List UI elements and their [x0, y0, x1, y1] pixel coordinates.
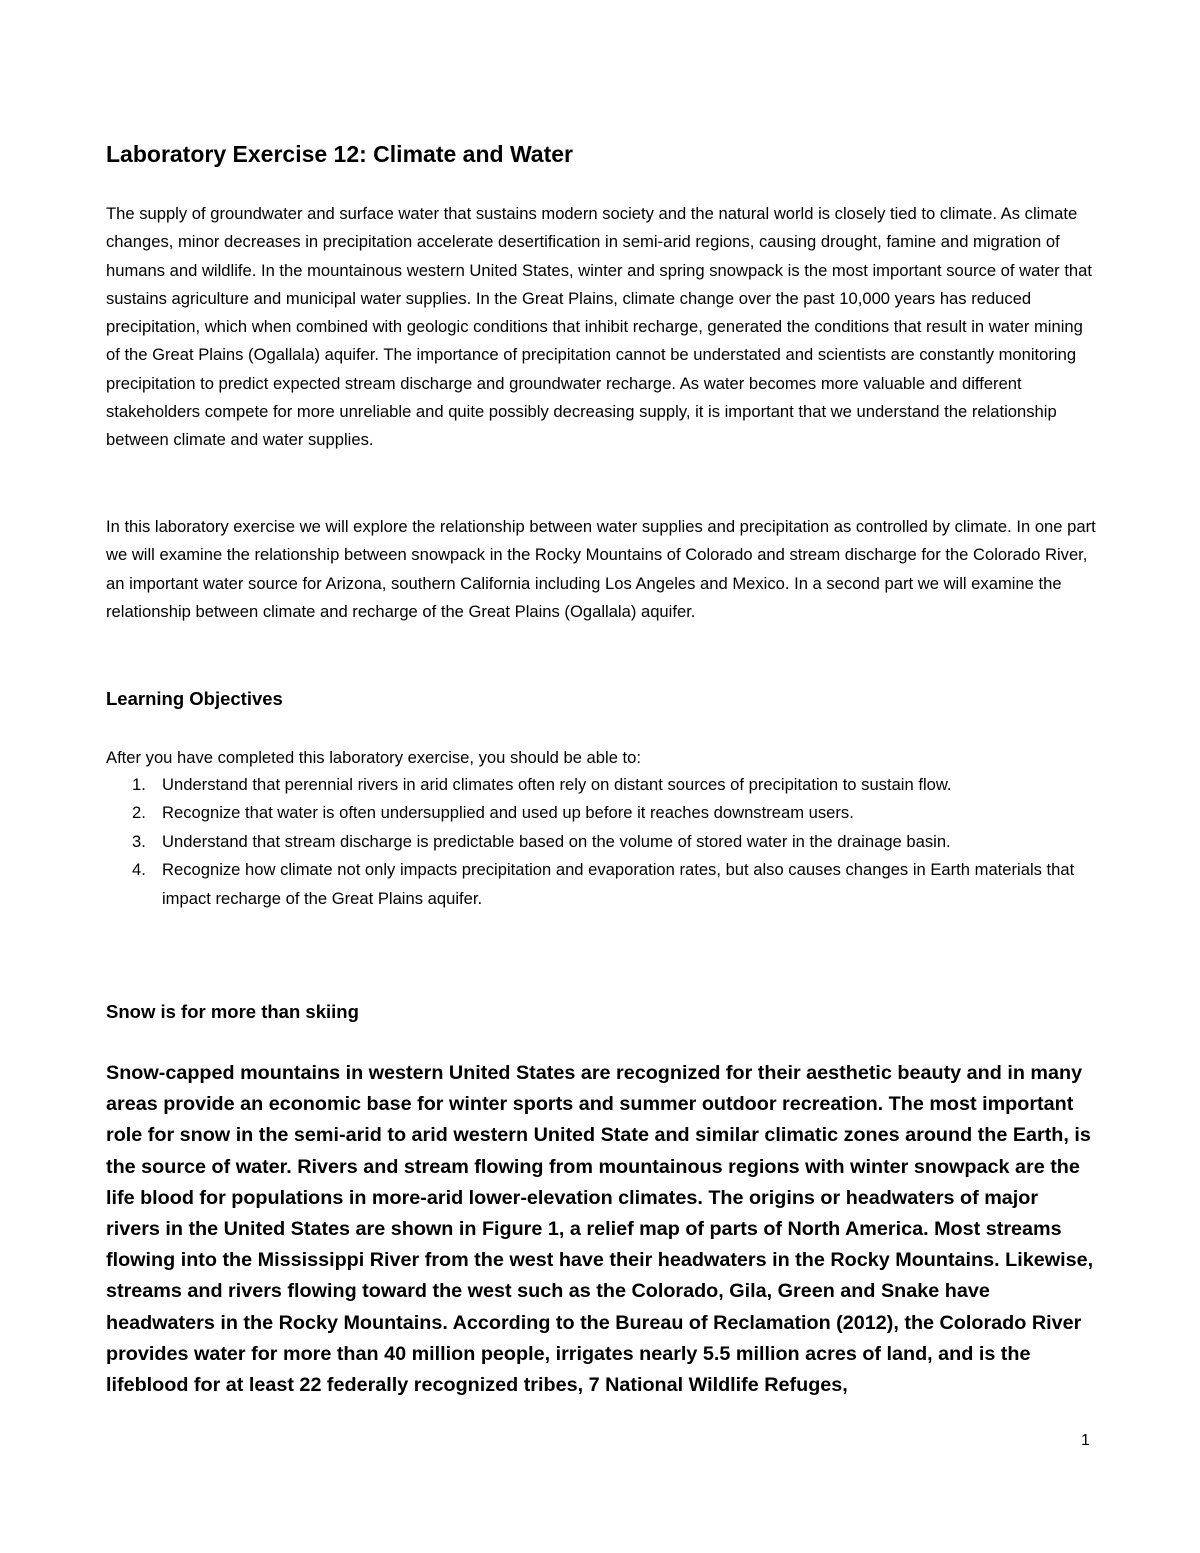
list-item-number: 4.	[132, 860, 146, 880]
learning-objectives-intro: After you have completed this laboratory exercise, you should be able to:	[106, 748, 641, 767]
list-item-text: Understand that stream discharge is predictable based on the volume of stored water in the drainage basin.	[162, 831, 951, 851]
snow-section-paragraph: Snow-capped mountains in western United States are recognized for their aesthetic beauty and in many areas provide an economic base for winter sports and summer outdoor recreation. The most important role for snow in the semi-arid to arid western United State and similar climatic zones around the Earth, is the source of water. Rivers and stream flowing from mountainous regions with winter snowpack are the life blood for populations in more-arid lower-elevation climates. The origins or headwaters of major rivers in the United States are shown in Figure 1, a relief map of parts of North America. Most streams flowing into the Mississippi River from the west have their headwaters in the Rocky Mountains. Likewise, streams and rivers flowing toward the west such as the Colorado, Gila, Green and Snake have headwaters in the Rocky Mountains. According to the Bureau of Reclamation (2012), the Colorado River provides water for more than 40 million people, irrigates nearly 5.5 million acres of land, and is the lifeblood for at least 22 federally recognized tribes, 7 National Wildlife Refuges,	[106, 1062, 1094, 1397]
list-item-number: 1.	[132, 775, 146, 794]
list-item	[106, 799, 1096, 827]
page-number: 1	[1081, 1432, 1090, 1449]
list-item	[106, 771, 1096, 799]
list-item-text: Recognize that water is often undersupplied and used up before it reaches downstream users.	[162, 803, 854, 823]
learning-objectives-heading: Learning Objectives	[106, 688, 283, 709]
list-item	[106, 828, 1096, 856]
list-item-number: 2.	[132, 803, 146, 823]
exercise-overview-paragraph: In this laboratory exercise we will explore the relationship between water supplies and precipitation as controlled by climate. In one part we will examine the relationship between snowpack in the Rocky Mountains of Colorado and stream discharge for the Colorado River, an important water source for Arizona, southern California including Los Angeles and Mexico. In a second part we will examine the relationship between climate and recharge of the Great Plains (Ogallala) aquifer.	[106, 517, 1096, 621]
snow-section-heading: Snow is for more than skiing	[106, 1001, 359, 1022]
list-item-text: Understand that perennial rivers in arid climates often rely on distant sources of precipitation to sustain flow.	[162, 775, 952, 794]
intro-paragraph: The supply of groundwater and surface water that sustains modern society and the natural world is closely tied to climate. As climate changes, minor decreases in precipitation accelerate desertification in semi-arid regions, causing drought, famine and migration of humans and wildlife. In the mountainous western United States, winter and spring snowpack is the most important source of water that sustains agriculture and municipal water supplies. In the Great Plains, climate change over the past 10,000 years has reduced precipitation, which when combined with geologic conditions that inhibit recharge, generated the conditions that result in water mining of the Great Plains (Ogallala) aquifer. The importance of precipitation cannot be understated and scientists are constantly monitoring precipitation to predict expected stream discharge and groundwater recharge. As water becomes more valuable and different stakeholders compete for more unreliable and quite possibly decreasing supply, it is important that we understand the relationship between climate and water supplies.	[106, 204, 1092, 450]
document-title: Laboratory Exercise 12: Climate and Water	[106, 141, 573, 167]
list-item	[106, 856, 1096, 913]
learning-objectives-list	[106, 771, 1096, 913]
list-item-text: Recognize how climate not only impacts precipitation and evaporation rates, but also causes changes in Earth materials that impact recharge of the Great Plains aquifer.	[162, 860, 1075, 908]
list-item-number: 3.	[132, 831, 146, 851]
